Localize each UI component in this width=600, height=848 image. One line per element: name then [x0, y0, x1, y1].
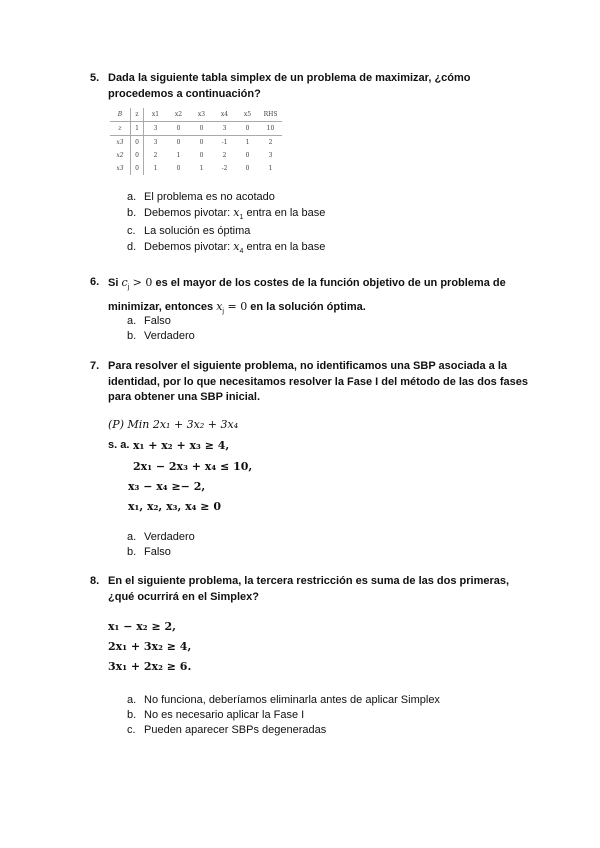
option-a[interactable] — [127, 694, 440, 706]
option-text: El problema es no acotado — [144, 191, 275, 203]
table-cell: 0 — [131, 136, 144, 150]
math-variable: x — [233, 206, 240, 219]
table-header-cell: x2 — [167, 108, 190, 122]
option-text: Verdadero — [144, 531, 195, 543]
table-cell: 0 — [199, 152, 204, 159]
table-cell: 1 — [131, 122, 144, 136]
table-cell: 2 — [153, 152, 158, 159]
math-subscript: j — [127, 284, 130, 292]
table-header-cell: x5 — [236, 108, 259, 122]
option-text: entra en la base — [243, 207, 326, 219]
table-cell: 1 — [245, 139, 250, 146]
option-letter: b. — [127, 330, 137, 342]
table-cell: 1 — [268, 165, 273, 172]
option-a[interactable] — [127, 315, 171, 327]
table-header-cell: z — [131, 108, 144, 122]
option-text: Debemos pivotar: — [144, 207, 234, 219]
table-cell: 0 — [190, 122, 213, 136]
table-cell: 1 — [176, 152, 181, 159]
table-cell: x3 — [116, 165, 124, 172]
table-row — [110, 162, 282, 175]
table-cell: z — [110, 122, 131, 136]
option-c[interactable] — [127, 225, 250, 237]
question-text: Dada la siguiente tabla simplex de un problema de maximizar, ¿cómo procedemos a continuación? — [108, 72, 471, 100]
question-line-2 — [108, 299, 538, 320]
table-cell: 3 — [268, 152, 273, 159]
math-variable: x — [216, 299, 223, 313]
subject-to-label: s. a. — [108, 439, 130, 451]
table-cell: 0 — [176, 165, 181, 172]
table-header-cell: x3 — [190, 108, 213, 122]
table-cell: 0 — [131, 162, 144, 175]
table-cell: 0 — [199, 139, 204, 146]
option-b[interactable] — [127, 546, 171, 558]
table-row — [110, 136, 282, 150]
table-cell: 0 — [245, 152, 250, 159]
table-header-cell: x1 — [144, 108, 168, 122]
table-cell: 3 — [153, 139, 158, 146]
table-cell: 2 — [268, 139, 273, 146]
question-text: Para resolver el siguiente problema, no identificamos una SBP asociada a la identidad, por lo que necesitamos resolver la Fase I del método de las dos fases para obtener una SBP inicial. — [108, 360, 528, 403]
table-cell: -2 — [221, 165, 228, 172]
question-number: 6. — [90, 276, 100, 288]
option-letter: c. — [127, 225, 136, 237]
option-text: Falso — [144, 546, 171, 558]
option-text: No funciona, deberíamos eliminarla antes de aplicar Simplex — [144, 694, 440, 706]
option-text: Pueden aparecer SBPs degeneradas — [144, 724, 327, 736]
constraint: 3x₁ + 2x₂ ≥ 6. — [108, 660, 192, 673]
table-cell: -1 — [221, 139, 228, 146]
table-cell: 2 — [222, 152, 227, 159]
math-subscript: 4 — [239, 248, 244, 256]
option-a[interactable] — [127, 191, 275, 203]
constraint: x₃ − x₄ ≥− 2, — [128, 480, 206, 493]
table-cell: 3 — [144, 122, 168, 136]
constraint: x₁, x₂, x₃, x₄ ≥ 0 — [128, 500, 222, 513]
option-d[interactable] — [127, 240, 325, 255]
table-row — [110, 149, 282, 162]
table-cell: 0 — [245, 165, 250, 172]
option-text: entra en la base — [243, 241, 326, 253]
constraint: 2x₁ + 3x₂ ≥ 4, — [108, 640, 192, 653]
option-b[interactable] — [127, 206, 325, 221]
table-header-cell: B — [110, 108, 131, 122]
math-variable: c — [121, 276, 128, 289]
question-number: 5. — [90, 72, 100, 84]
option-letter: a. — [127, 315, 137, 327]
option-letter: a. — [127, 191, 137, 203]
table-cell: x3 — [116, 139, 124, 146]
text-fragment: es el mayor de los costes de la función objetivo de un problema de — [152, 277, 506, 289]
option-letter: b. — [127, 709, 137, 721]
math-relation: > 0 — [129, 276, 153, 289]
table-cell: 0 — [176, 139, 181, 146]
option-letter: d. — [127, 241, 137, 253]
math-relation: = 0 — [223, 299, 248, 313]
constraint: x₁ − x₂ ≥ 2, — [108, 620, 176, 633]
table-header-row — [110, 108, 282, 122]
table-cell: 3 — [213, 122, 236, 136]
math-subscript: j — [222, 307, 224, 315]
option-a[interactable] — [127, 531, 195, 543]
option-letter: b. — [127, 546, 137, 558]
table-cell: 1 — [199, 165, 204, 172]
table-header-cell: x4 — [213, 108, 236, 122]
question-line-1 — [108, 275, 538, 296]
option-letter: a. — [127, 531, 137, 543]
text-fragment: Si — [108, 277, 122, 289]
simplex-table — [110, 108, 282, 175]
option-letter: c. — [127, 724, 136, 736]
math-subscript: 1 — [239, 214, 244, 222]
option-c[interactable] — [127, 724, 326, 736]
constraint: 2x₁ − 2x₃ + x₄ ≤ 10, — [133, 460, 253, 473]
table-cell: 0 — [167, 122, 190, 136]
constraint: x₁ + x₂ + x₃ ≥ 4, — [133, 439, 230, 452]
table-cell: x2 — [116, 152, 124, 159]
question-text — [108, 275, 538, 319]
option-b[interactable] — [127, 330, 195, 342]
table-cell: 0 — [236, 122, 259, 136]
question-number: 7. — [90, 360, 100, 372]
option-letter: b. — [127, 207, 137, 219]
option-text: Verdadero — [144, 330, 195, 342]
table-cell: 10 — [259, 122, 282, 136]
option-text: Falso — [144, 315, 171, 327]
option-text: No es necesario aplicar la Fase I — [144, 709, 305, 721]
table-row — [110, 122, 282, 136]
text-fragment: minimizar, entonces — [108, 300, 217, 313]
question-number: 8. — [90, 575, 100, 587]
table-header-cell: RHS — [259, 108, 282, 122]
question-text: En el siguiente problema, la tercera restricción es suma de las dos primeras, ¿qué ocurrirá en el Simplex? — [108, 575, 510, 603]
table-cell: 0 — [131, 149, 144, 162]
table-cell: 1 — [153, 165, 158, 172]
option-text: Debemos pivotar: — [144, 241, 234, 253]
option-letter: a. — [127, 694, 137, 706]
option-text: La solución es óptima — [144, 225, 251, 237]
math-variable: x — [233, 240, 240, 253]
text-fragment: en la solución óptima. — [247, 300, 366, 313]
option-b[interactable] — [127, 709, 304, 721]
objective-function: (P) Min 2x₁ + 3x₂ + 3x₄ — [108, 418, 239, 431]
